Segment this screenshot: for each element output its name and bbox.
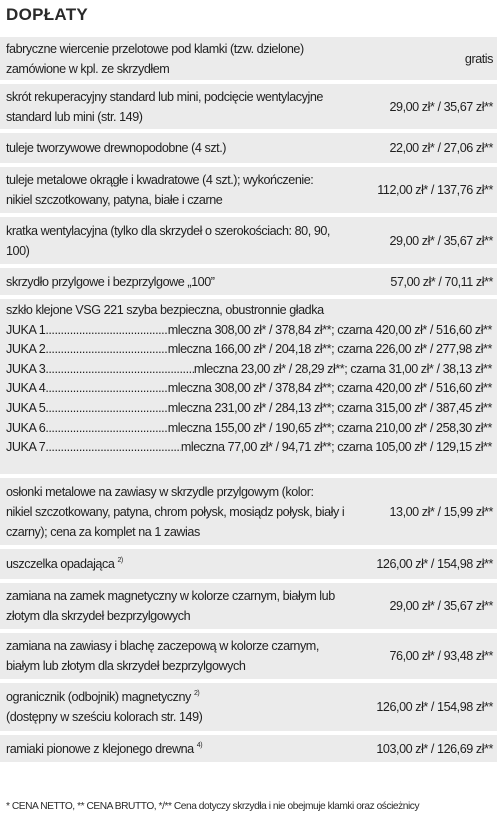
row-description (0, 739, 376, 759)
glass-option-row (6, 438, 492, 458)
row-price: 103,00 zł* / 126,69 zł** (376, 741, 493, 756)
row-price: 76,00 zł* / 93,48 zł** (389, 649, 493, 663)
dot-leader (45, 321, 167, 341)
description-line (6, 554, 376, 574)
footnote-marker: 2) (117, 557, 123, 564)
description-line: tuleje tworzywowe drewnopodobne (4 szt.) (6, 141, 227, 155)
description-line: złotym dla skrzydeł bezprzylgowych (6, 609, 191, 623)
row-price: 57,00 zł* / 70,11 zł** (390, 274, 493, 289)
dot-leader (45, 379, 167, 399)
glass-model-price: mleczna 77,00 zł* / 94,71 zł**; czarna 105,00 zł* / 129,15 zł** (180, 440, 492, 455)
section-title: DOPŁATY (6, 5, 89, 24)
row-price: gratis (464, 51, 493, 66)
glass-model-name: JUKA 1 (6, 322, 46, 337)
row-price: 29,00 zł* / 35,67 zł** (389, 233, 493, 248)
glass-model-price: mleczna 166,00 zł* / 204,18 zł**; czarna 226,00 zł* / 277,98 zł** (167, 342, 492, 357)
footnote-marker: 2) (193, 690, 200, 697)
glass-option-row (6, 399, 492, 419)
row-description (0, 221, 389, 261)
description-line: skrót rekuperacyjny standard lub mini, podcięcie wentylacyjne (6, 89, 323, 104)
glass-model-price: mleczna 155,00 zł* / 190,65 zł**; czarna 210,00 zł* / 258,30 zł** (167, 420, 492, 435)
glass-model-price: mleczna 308,00 zł* / 378,84 zł**; czarna 420,00 zł* / 516,60 zł** (167, 381, 492, 396)
dot-leader (45, 360, 194, 380)
glass-model-name: JUKA 3 (6, 361, 46, 376)
row-price: 29,00 zł* / 35,67 zł** (389, 99, 493, 114)
description-line: białym lub złotym dla skrzydeł bezprzylgowych (6, 659, 246, 673)
surcharge-row (0, 268, 497, 295)
glass-option-row (6, 340, 492, 360)
row-price: 126,00 zł* / 154,98 zł** (376, 557, 493, 571)
price-footnote: * CENA NETTO, ** CENA BRUTTO, */** Cena dotyczy skrzydła i nie obejmuje klamki oraz ościeżnicy (6, 801, 420, 812)
surcharge-row (0, 735, 497, 762)
row-price: 126,00 zł* / 154,98 zł** (376, 700, 493, 714)
row-description (0, 170, 377, 210)
row-description (0, 39, 465, 79)
dot-leader (45, 419, 167, 439)
glass-option-row (6, 360, 492, 380)
description-line: czarny); cena za komplet na 1 zawias (6, 524, 200, 539)
glass-model-price: mleczna 23,00 zł* / 28,29 zł**; czarna 31,00 zł* / 38,13 zł** (193, 361, 492, 376)
surcharge-row (0, 84, 497, 129)
description-line: nikiel szczotkowany, patyna, białe i czarne (6, 193, 223, 207)
row-description (0, 87, 389, 127)
description-line: osłonki metalowe na zawiasy w skrzydle przylgowym (kolor: (6, 484, 314, 499)
surcharge-row (0, 478, 497, 545)
description-line: standard lub mini (str. 149) (6, 109, 143, 124)
surcharge-row (0, 633, 497, 679)
glass-heading: szkło klejone VSG 221 szyba bezpieczna, obustronnie gładka (6, 303, 324, 317)
row-description (0, 272, 390, 292)
description-line: (dostępny w sześciu kolorach str. 149) (6, 710, 203, 724)
description-line (6, 739, 376, 759)
row-description (0, 138, 389, 158)
row-description (0, 586, 389, 626)
glass-option-row (6, 379, 492, 399)
glass-model-name: JUKA 2 (6, 342, 46, 357)
description-text: uszczelka opadająca (6, 557, 115, 571)
surcharge-row (0, 683, 497, 731)
row-description (0, 554, 376, 574)
description-text: ogranicznik (odbojnik) magnetyczny (6, 690, 191, 704)
surcharge-row (0, 583, 497, 629)
surcharge-row (0, 37, 497, 80)
description-line: kratka wentylacyjna (tylko dla skrzydeł o szerokościach: 80, 90, (6, 223, 330, 238)
glass-option-row (6, 419, 492, 439)
glass-model-price: mleczna 231,00 zł* / 284,13 zł**; czarna 315,00 zł* / 387,45 zł** (167, 400, 492, 415)
surcharge-row (0, 549, 497, 579)
glass-options-block (0, 299, 497, 474)
dot-leader (45, 399, 167, 419)
row-price: 112,00 zł* / 137,76 zł** (377, 183, 493, 197)
dot-leader (45, 340, 167, 360)
glass-model-name: JUKA 7 (6, 440, 46, 455)
dot-leader (45, 438, 181, 458)
row-price: 22,00 zł* / 27,06 zł** (389, 141, 493, 155)
row-price: 13,00 zł* / 15,99 zł** (389, 504, 493, 519)
glass-model-name: JUKA 4 (6, 381, 46, 396)
footnote-marker: 4) (196, 741, 203, 749)
row-price: 29,00 zł* / 35,67 zł** (389, 599, 493, 613)
glass-option-row (6, 321, 492, 341)
description-line: tuleje metalowe okrągłe i kwadratowe (4 szt.); wykończenie: (6, 173, 314, 187)
row-description (0, 687, 376, 727)
glass-model-name: JUKA 5 (6, 400, 46, 415)
description-line: nikiel szczotkowany, patyna, chrom połysk, mosiądz połysk, biały i (6, 504, 345, 519)
description-line: zamówione w kpl. ze skrzydłem (6, 61, 170, 76)
description-line: fabryczne wiercenie przelotowe pod klamki (tzw. dzielone) (6, 41, 304, 56)
surcharge-row (0, 217, 497, 264)
description-line: skrzydło przylgowe i bezprzylgowe „100” (6, 274, 215, 289)
glass-model-name: JUKA 6 (6, 420, 46, 435)
surcharge-row (0, 167, 497, 213)
row-description (0, 636, 389, 676)
glass-options-list (0, 299, 497, 458)
description-line: zamiana na zamek magnetyczny w kolorze czarnym, białym lub (6, 589, 335, 603)
description-line: 100) (6, 243, 30, 258)
description-line (6, 687, 376, 707)
description-line: zamiana na zawiasy i blachę zaczepową w kolorze czarnym, (6, 639, 319, 653)
description-text: ramiaki pionowe z klejonego drewna (6, 741, 194, 756)
glass-model-price: mleczna 308,00 zł* / 378,84 zł**; czarna 420,00 zł* / 516,60 zł** (167, 322, 492, 337)
row-description (0, 482, 389, 542)
surcharge-row (0, 133, 497, 163)
